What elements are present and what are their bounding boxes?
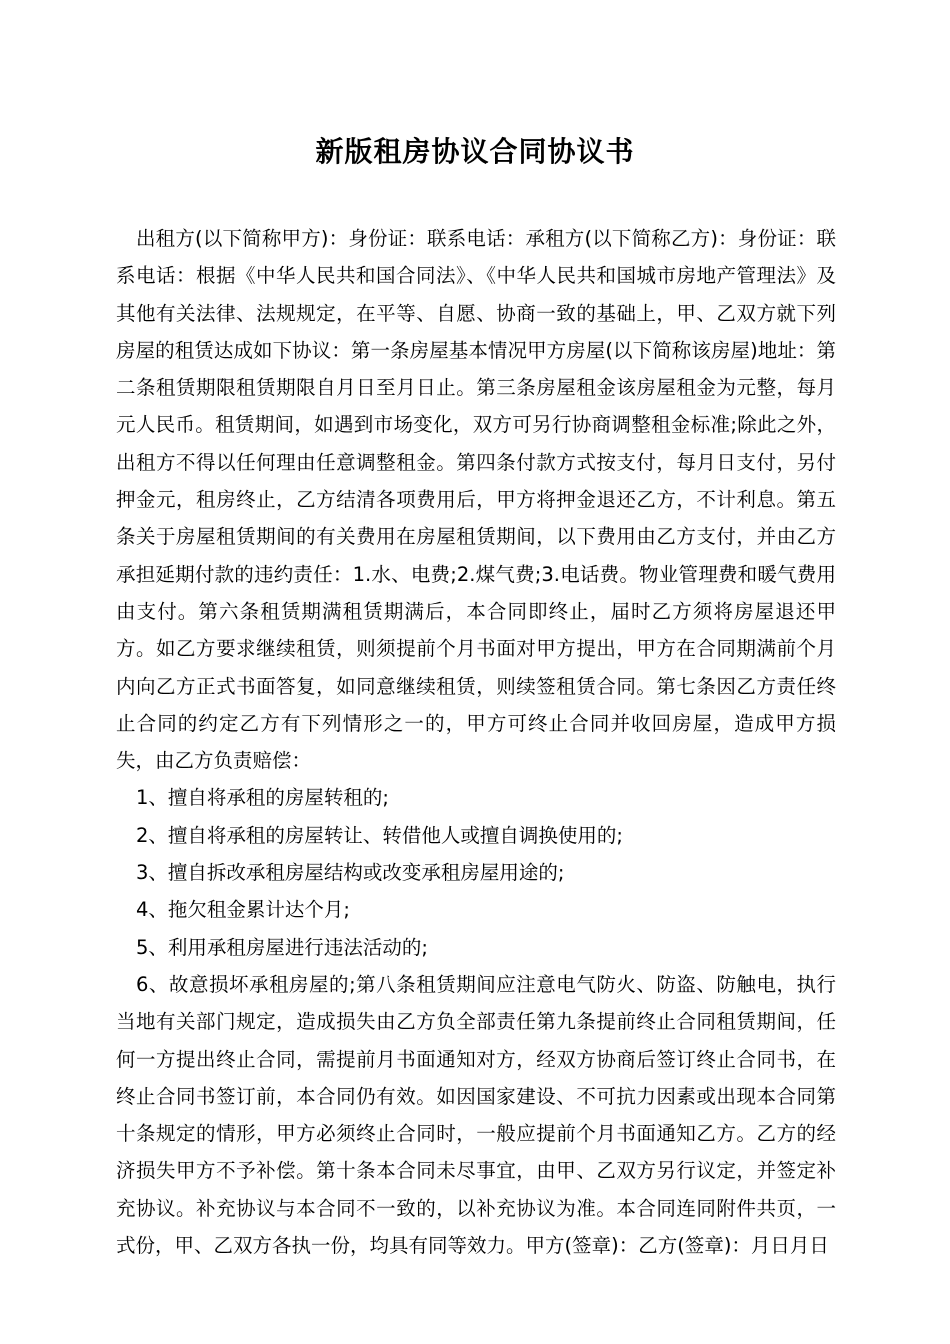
document-body [116, 220, 836, 1264]
paragraph-clause-4: 4、拖欠租金累计达个月; [136, 898, 350, 922]
paragraph-clause-3: 3、擅自拆改承租房屋结构或改变承租房屋用途的; [136, 861, 565, 885]
paragraph-clause-5: 5、利用承租房屋进行违法活动的; [136, 935, 428, 959]
paragraph-clause-6-and-closing: 6、故意损坏承租房屋的;第八条租赁期间应注意电气防火、防盗、防触电，执行当地有关部门规定，造成损失由乙方负全部责任第九条提前终止合同租赁期间，任何一方提出终止合同，需提前月书面通知对方，经双方协商后签订终止合同书，在终止合同书签订前，本合同仍有效。如因国家建设、不可抗力因素或出现本合同第十条规定的情形，甲方必须终止合同时，一般应提前个月书面通知乙方。乙方的经济损失甲方不予补偿。第十条本合同未尽事宜，由甲、乙双方另行议定，并签定补充协议。补充协议与本合同不一致的，以补充协议为准。本合同连同附件共页，一式份，甲、乙双方各执一份，均具有同等效力。甲方(签章)：乙方(签章)：月日月日 [116, 972, 836, 1258]
document-title: 新版租房协议合同协议书 [315, 135, 635, 168]
paragraph-preamble: 出租方(以下简称甲方)：身份证：联系电话：承租方(以下简称乙方)：身份证：联系电话：根据《中华人民共和国合同法》、《中华人民共和国城市房地产管理法》及其他有关法律、法规规定，在平等、自愿、协商一致的基础上，甲、乙双方就下列房屋的租赁达成如下协议：第一条房屋基本情况甲方房屋(以下简称该房屋)地址：第二条租赁期限租赁期限自月日至月日止。第三条房屋租金该房屋租金为元整，每月元人民币。租赁期间，如遇到市场变化，双方可另行协商调整租金标准;除此之外，出租方不得以任何理由任意调整租金。第四条付款方式按支付，每月日支付，另付押金元，租房终止，乙方结清各项费用后，甲方将押金退还乙方，不计利息。第五条关于房屋租赁期间的有关费用在房屋租赁期间，以下费用由乙方支付，并由乙方承担延期付款的违约责任：1.水、电费;2.煤气费;3.电话费。物业管理费和暖气费用由支付。第六条租赁期满租赁期满后，本合同即终止，届时乙方须将房屋退还甲方。如乙方要求继续租赁，则须提前个月书面对甲方提出，甲方在合同期满前个月内向乙方正式书面答复，如同意继续租赁，则续签租赁合同。第七条因乙方责任终止合同的约定乙方有下列情形之一的，甲方可终止合同并收回房屋，造成甲方损失，由乙方负责赔偿： [116, 227, 836, 773]
paragraph-clause-2: 2、擅自将承租的房屋转让、转借他人或擅自调换使用的; [136, 823, 623, 847]
paragraph-clause-1: 1、擅自将承租的房屋转租的; [136, 786, 389, 810]
